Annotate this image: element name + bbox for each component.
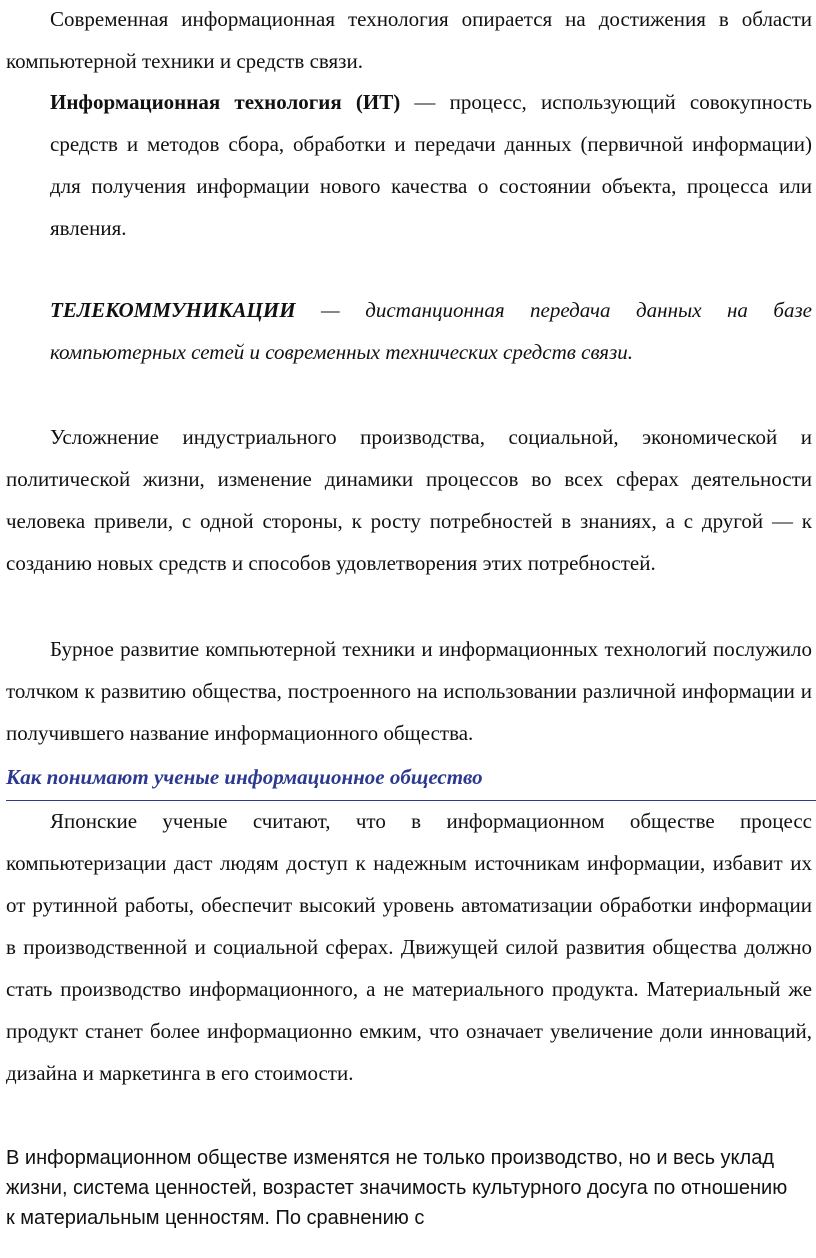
- definition-it: [50, 81, 812, 249]
- paragraph-lifestyle: В информационном обществе изменятся не только производство, но и весь уклад жизни, система ценностей, возрастет значимость культурного досуга по отношению к материальным ценностям. По сравнению с: [6, 1147, 788, 1229]
- definition-telecom: [50, 289, 812, 373]
- paragraph-intro: Современная информационная технология опирается на достижения в области компьютерной техники и средств связи.: [6, 7, 812, 73]
- paragraph-japanese-scientists: Японские ученые считают, что в информационном обществе процесс компьютеризации даст людям доступ к надежным источникам информации, избавит их от рутинной работы, обеспечит высокий уровень автоматизации обработки информации в производственной и социальной сферах. Движущей силой развития общества должно стать производство информационного, а не материального продукта. Материальный же продукт станет более информационно емким, что означает увеличение доли инноваций, дизайна и маркетинга в его стоимости.: [6, 809, 812, 1085]
- definition-text: — дистанционная передача данных на базе компьютерных сетей и современных технических средств связи.: [50, 298, 812, 364]
- definition-text: — процесс, использующий совокупность средств и методов сбора, обработки и передачи данных (первичной информации) для получения информации нового качества о состоянии объекта, процесса или явления.: [50, 90, 812, 240]
- paragraph-complexity: Усложнение индустриального производства, социальной, экономической и политической жизни, изменение динамики процессов во всех сферах деятельности человека привели, с одной стороны, к росту потребностей в знаниях, а с другой — к созданию новых средств и способов удовлетворения этих потребностей.: [6, 425, 812, 575]
- definition-term: Информационная технология (ИТ): [50, 90, 401, 114]
- paragraph-development: Бурное развитие компьютерной техники и информационных технологий послужило толчком к развитию общества, построенного на использовании различной информации и получившего название информационного общества.: [6, 637, 812, 745]
- section-heading: [6, 760, 816, 801]
- definition-term: ТЕЛЕКОММУНИКАЦИИ: [50, 298, 296, 322]
- section-heading-text: Как понимают ученые информационное общество: [6, 765, 483, 789]
